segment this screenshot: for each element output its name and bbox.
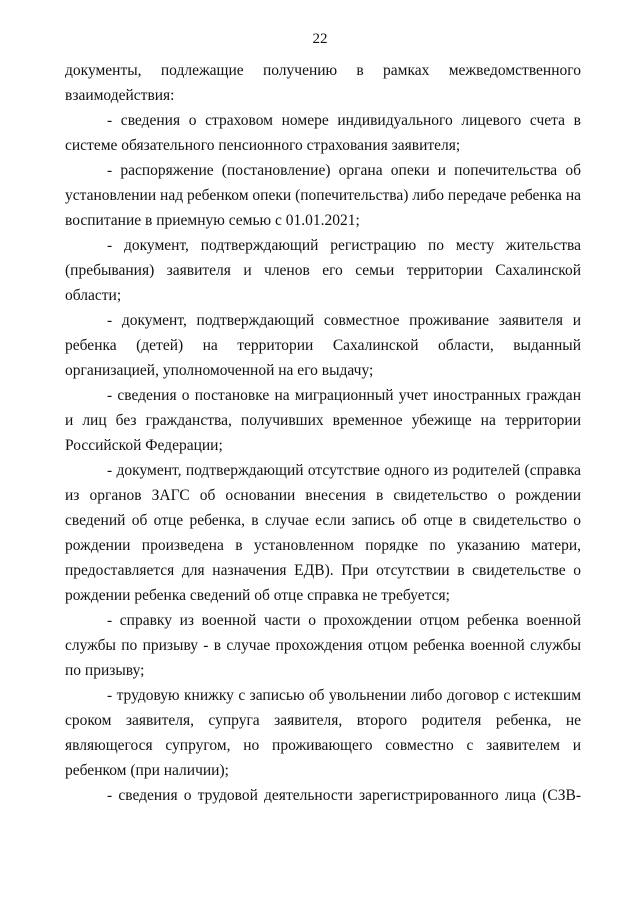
paragraph-cohabitation: - документ, подтверждающий совместное проживание заявителя и ребенка (детей) на территории Сахалинской области, выданный организацией, уполномоченной на его выдачу; <box>65 312 581 379</box>
paragraph-parent-absence: - документ, подтверждающий отсутствие одного из родителей (справка из органов ЗАГС об основании внесения в свидетельство о рождении сведений об отце ребенка, в случае если запись об отце в свидетельство о рождении произведена в установленном порядке по указанию матери, предоставляется для назначения ЕДВ). При отсутствии в свидетельстве о рождении ребенка сведений об отце справка не требуется; <box>65 462 581 604</box>
paragraph-work-activity: - сведения о трудовой деятельности зарегистрированного лица (СЗВ- <box>107 787 581 804</box>
paragraph-migration: - сведения о постановке на миграционный учет иностранных граждан и лиц без гражданства, получивших временное убежище на территории Российской Федерации; <box>65 387 581 454</box>
document-body <box>65 58 581 808</box>
paragraph-military: - справку из военной части о прохождении отцом ребенка военной службы по призыву - в случае прохождения отцом ребенка военной службы по призыву; <box>65 612 581 679</box>
page-number: 22 <box>312 31 328 47</box>
paragraph-intro: документы, подлежащие получению в рамках межведомственного взаимодействия: <box>65 62 581 104</box>
paragraph-registration: - документ, подтверждающий регистрацию по месту жительства (пребывания) заявителя и членов его семьи территории Сахалинской области; <box>65 237 581 304</box>
paragraph-snils: - сведения о страховом номере индивидуального лицевого счета в системе обязательного пенсионного страхования заявителя; <box>65 112 581 154</box>
paragraph-guardianship: - распоряжение (постановление) органа опеки и попечительства об установлении над ребенком опеки (попечительства) либо передаче ребенка на воспитание в приемную семью с 01.01.2021; <box>65 162 581 229</box>
paragraph-employment-book: - трудовую книжку с записью об увольнении либо договор с истекшим сроком заявителя, супруга заявителя, второго родителя ребенка, не являющегося супругом, но проживающего совместно с заявителем и ребенком (при наличии); <box>65 687 581 779</box>
